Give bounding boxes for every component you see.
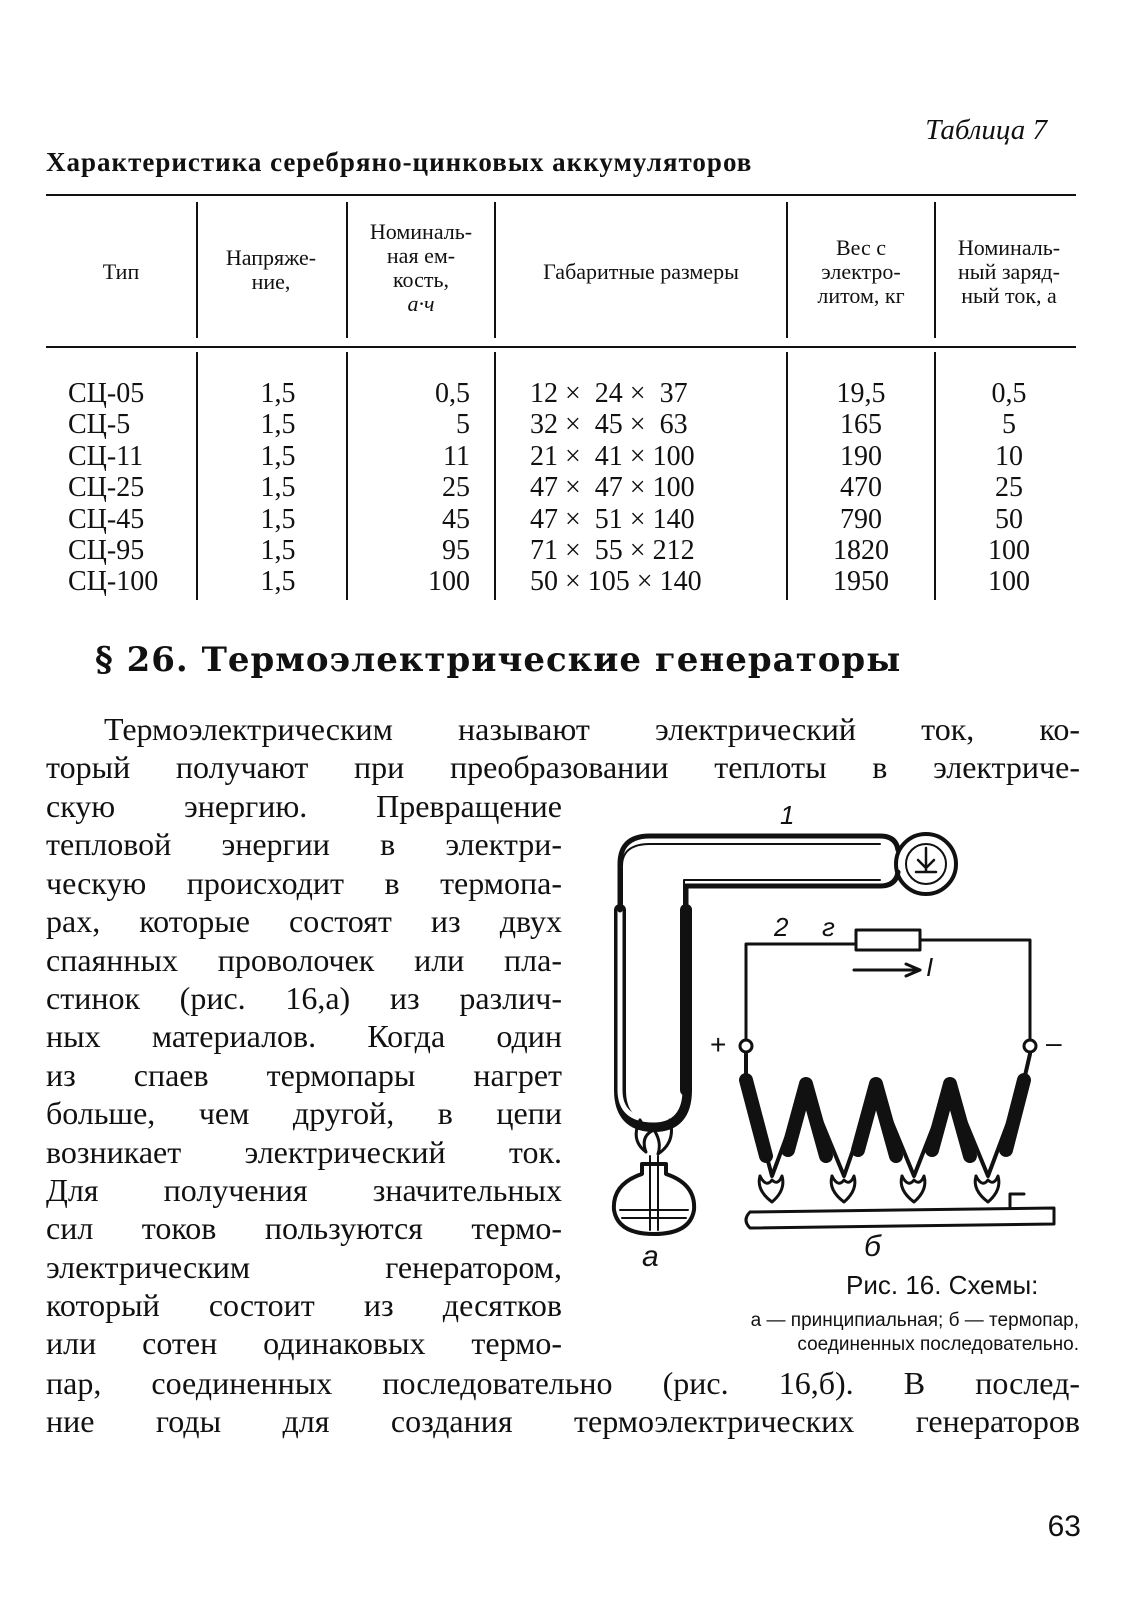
column-dimensions bbox=[530, 378, 702, 598]
text-line: возникает электрический ток. bbox=[46, 1133, 562, 1170]
table-cell-voltage: 1,5 bbox=[260, 503, 296, 535]
table-cell-type: СЦ-11 bbox=[68, 440, 144, 472]
text-line: больше, чем другой, в цепи bbox=[46, 1095, 562, 1132]
column-capacity bbox=[348, 378, 470, 598]
table-cell-capacity: 25 bbox=[442, 472, 470, 504]
table-cell-current: 100 bbox=[988, 535, 1030, 567]
resistor-icon bbox=[856, 930, 920, 950]
figure-caption-title: Рис. 16. Схемы: bbox=[846, 1270, 1039, 1300]
table-cell-capacity: 0,5 bbox=[435, 378, 470, 409]
text-line: ных материалов. Когда один bbox=[46, 1018, 562, 1055]
paragraph-top bbox=[46, 710, 1080, 787]
table-title: Характеристика серебряно-цинковых аккумуляторов bbox=[46, 147, 753, 177]
text-line: ние годы для создания термоэлектрических генераторов bbox=[46, 1403, 1080, 1440]
table-cell-current: 100 bbox=[988, 566, 1030, 598]
table-cell-voltage: 1,5 bbox=[260, 440, 296, 472]
table-cell-weight: 165 bbox=[840, 409, 882, 441]
page-number: 63 bbox=[1047, 1510, 1081, 1543]
label-a: а bbox=[642, 1240, 659, 1273]
text-line: из спаев термопары нагрет bbox=[46, 1056, 562, 1093]
table-header-rule bbox=[46, 346, 1076, 348]
table-cell-type: СЦ-100 bbox=[68, 566, 159, 598]
header-capacity: Номиналь- ная ем- кость, а·ч bbox=[369, 219, 473, 316]
table-cell-current: 0,5 bbox=[991, 378, 1027, 409]
label-2: 2 bbox=[774, 912, 789, 942]
text-line: сил токов пользуются термо- bbox=[46, 1210, 562, 1247]
table-cell-dimensions: 32 × 45 × 63 bbox=[530, 409, 688, 441]
text-line: Для получения значительных bbox=[46, 1171, 562, 1208]
figure-caption-line: соединенных последовательно. bbox=[797, 1334, 1079, 1355]
table-cell-dimensions: 71 × 55 × 212 bbox=[530, 535, 695, 567]
label-plus: + bbox=[710, 1029, 727, 1060]
table-cell-type: СЦ-45 bbox=[68, 503, 145, 535]
header-dimensions: Габаритные размеры bbox=[543, 259, 739, 284]
table-cell-weight: 19,5 bbox=[836, 378, 886, 409]
table-cell-dimensions: 50 × 105 × 140 bbox=[530, 566, 702, 598]
table-cell-voltage: 1,5 bbox=[260, 409, 296, 441]
table-cell-weight: 1950 bbox=[833, 566, 889, 598]
table-cell-dimensions: 47 × 51 × 140 bbox=[530, 503, 695, 535]
table-cell-capacity: 95 bbox=[442, 535, 470, 567]
table-cell-current: 5 bbox=[1002, 409, 1016, 441]
text-line: спаянных проволочек или пла- bbox=[46, 941, 562, 978]
text-line: торый получают при преобразовании теплоты в электриче- bbox=[46, 749, 1080, 786]
table-cell-dimensions: 47 × 47 × 100 bbox=[530, 472, 695, 504]
label-g: г bbox=[822, 912, 835, 942]
text-line: который состоит из десятков bbox=[46, 1287, 562, 1324]
table-cell-weight: 1820 bbox=[833, 535, 889, 567]
table-cell-type: СЦ-95 bbox=[68, 535, 145, 567]
table-cell-dimensions: 21 × 41 × 100 bbox=[530, 440, 695, 472]
table-cell-type: СЦ-05 bbox=[68, 378, 145, 409]
wire-to-galvanometer bbox=[620, 836, 898, 910]
table-cell-weight: 470 bbox=[840, 472, 882, 504]
figure-caption-line: а — принципиальная; б — термопар, bbox=[750, 1310, 1079, 1331]
spirit-lamp-icon bbox=[614, 1164, 694, 1234]
header-weight: Вес с электро- литом, кг bbox=[817, 235, 905, 308]
column-type bbox=[68, 378, 158, 598]
column-current bbox=[936, 378, 1082, 598]
gas-burner-tube bbox=[746, 1208, 1054, 1228]
table-cell-capacity: 100 bbox=[428, 566, 470, 598]
table-cell-current: 10 bbox=[995, 440, 1023, 472]
text-line: ческую происходит в термопа- bbox=[46, 864, 562, 901]
table-cell-weight: 190 bbox=[840, 440, 882, 472]
text-line: электрическим генератором, bbox=[46, 1248, 562, 1285]
table-cell-capacity: 5 bbox=[456, 409, 470, 441]
label-b: б bbox=[864, 1230, 881, 1263]
terminal-minus-icon bbox=[1024, 1040, 1036, 1052]
table-cell-capacity: 45 bbox=[442, 503, 470, 535]
table-cell-voltage: 1,5 bbox=[260, 472, 296, 504]
table-cell-type: СЦ-25 bbox=[68, 472, 145, 504]
external-circuit-wire bbox=[746, 944, 856, 1040]
text-line: пар, соединенных последовательно (рис. 16,б). В послед- bbox=[46, 1365, 1080, 1401]
figure-thermocouple-schemes bbox=[580, 790, 1080, 1280]
text-line: рах, которые состоят из двух bbox=[46, 903, 562, 940]
table-cell-weight: 790 bbox=[840, 503, 882, 535]
section-heading: § 26. Термоэлектрические генераторы bbox=[95, 640, 902, 680]
text-line: стинок (рис. 16,а) из различ- bbox=[46, 979, 562, 1016]
thermocouple-wire-a bbox=[620, 910, 686, 1126]
header-type: Тип bbox=[102, 259, 140, 284]
paragraph-bottom bbox=[46, 1364, 1080, 1441]
table-cell-capacity: 11 bbox=[443, 440, 470, 472]
text-line: или сотен одинаковых термо- bbox=[46, 1325, 562, 1362]
paragraph-left bbox=[46, 787, 562, 1363]
terminal-plus-icon bbox=[740, 1040, 752, 1052]
table-cell-dimensions: 12 × 24 × 37 bbox=[530, 378, 688, 409]
table-cell-voltage: 1,5 bbox=[260, 566, 296, 598]
table-cell-voltage: 1,5 bbox=[260, 535, 296, 567]
text-line: тепловой энергии в электри- bbox=[46, 826, 562, 863]
table-number: Таблица 7 bbox=[925, 114, 1047, 146]
table-cell-type: СЦ-5 bbox=[68, 409, 131, 441]
text-line: Термоэлектрическим называют электрический ток, ко- bbox=[104, 711, 1080, 747]
current-arrow-icon bbox=[854, 964, 920, 976]
header-voltage: Напряже- ние, bbox=[225, 245, 317, 294]
header-current: Номиналь- ный заряд- ный ток, а bbox=[957, 235, 1061, 308]
table-top-rule bbox=[46, 194, 1076, 196]
column-voltage bbox=[198, 378, 358, 598]
label-1: 1 bbox=[780, 800, 795, 830]
label-i: I bbox=[926, 952, 934, 982]
label-minus: – bbox=[1046, 1027, 1062, 1058]
table-vrule bbox=[494, 352, 496, 600]
column-weight bbox=[788, 378, 934, 598]
text-line: скую энергию. Превращение bbox=[46, 788, 562, 824]
table-cell-current: 25 bbox=[995, 472, 1023, 504]
table-cell-voltage: 1,5 bbox=[260, 378, 296, 409]
table-cell-current: 50 bbox=[995, 503, 1023, 535]
